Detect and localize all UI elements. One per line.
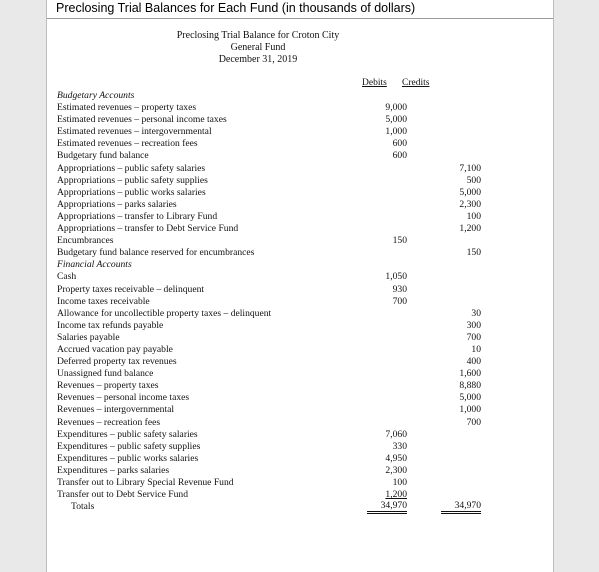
credit-amount: 1,200	[459, 223, 481, 235]
account-name: Budgetary fund balance	[57, 150, 149, 162]
credits-column-header: Credits	[402, 78, 430, 88]
account-name: Budgetary fund balance reserved for encumbrances	[57, 247, 255, 259]
credit-amount: 100	[466, 210, 481, 222]
debit-amount: 330	[392, 440, 407, 452]
account-name: Appropriations – transfer to Library Fund	[57, 210, 218, 222]
table-row	[57, 271, 537, 283]
debit-amount: 4,950	[385, 452, 407, 464]
account-name: Cash	[57, 271, 77, 283]
debit-amount: 2,300	[385, 464, 407, 476]
account-name: Expenditures – parks salaries	[57, 464, 170, 476]
debit-amount: 100	[392, 477, 407, 488]
credit-amount: 5,000	[459, 186, 481, 198]
table-row	[57, 102, 537, 114]
debit-amount: 1,000	[385, 126, 407, 138]
account-name: Expenditures – public safety salaries	[57, 428, 198, 440]
document-page	[46, 0, 554, 572]
account-name: Estimated revenues – personal income taxes	[57, 114, 227, 126]
table-row	[57, 223, 537, 235]
account-name: Allowance for uncollectible property taxes – delinquent	[57, 307, 272, 319]
account-name: Totals	[71, 501, 95, 513]
table-row	[57, 465, 537, 477]
account-name: Property taxes receivable – delinquent	[57, 283, 205, 295]
account-name: Estimated revenues – recreation fees	[57, 138, 198, 150]
debit-amount: 9,000	[385, 102, 407, 114]
account-name: Accrued vacation pay payable	[57, 343, 173, 355]
account-name: Deferred property tax revenues	[57, 356, 177, 368]
table-row	[57, 138, 537, 150]
credit-amount: 2,300	[459, 198, 481, 210]
credit-amount: 700	[466, 331, 481, 343]
account-name: Transfer out to Debt Service Fund	[57, 489, 189, 501]
account-name: Revenues – intergovernmental	[57, 404, 175, 416]
debit-amount: 930	[392, 283, 407, 295]
statement-date: December 31, 2019	[218, 54, 298, 65]
section-heading: Budgetary Accounts	[57, 90, 135, 101]
table-row	[57, 441, 537, 453]
table-row	[57, 114, 537, 126]
credit-amount: 700	[466, 416, 481, 428]
debit-amount: 1,200	[385, 489, 407, 501]
table-row	[57, 163, 537, 175]
credit-amount: 1,000	[459, 404, 481, 416]
table-row	[57, 247, 537, 259]
debit-amount: 700	[392, 295, 407, 307]
account-name: Appropriations – public safety salaries	[57, 162, 206, 174]
credit-amount: 34,970	[441, 501, 481, 514]
account-name: Unassigned fund balance	[57, 368, 154, 380]
account-name: Income tax refunds payable	[57, 319, 164, 331]
credit-amount: 8,880	[459, 380, 481, 392]
account-name: Income taxes receivable	[57, 295, 150, 307]
account-name: Appropriations – public safety supplies	[57, 174, 208, 186]
credit-amount: 5,000	[459, 392, 481, 404]
account-name: Estimated revenues – intergovernmental	[57, 126, 212, 138]
table-row	[57, 477, 537, 489]
table-row	[57, 380, 537, 392]
trial-balance-table	[57, 90, 537, 513]
debit-amount: 150	[392, 235, 407, 247]
account-name: Revenues – recreation fees	[57, 416, 161, 428]
debit-amount: 600	[392, 150, 407, 162]
document-title: Preclosing Trial Balances for Each Fund (in thousands of dollars)	[56, 1, 416, 15]
account-name: Revenues – property taxes	[57, 380, 159, 392]
account-name: Expenditures – public safety supplies	[57, 440, 201, 452]
table-row	[57, 417, 537, 429]
account-name: Revenues – personal income taxes	[57, 392, 190, 404]
credit-amount: 400	[466, 356, 481, 368]
table-row	[57, 356, 537, 368]
table-row	[57, 199, 537, 211]
account-name: Transfer out to Library Special Revenue Fund	[57, 477, 234, 488]
table-row	[57, 344, 537, 356]
debit-amount: 1,050	[385, 271, 407, 283]
account-name: Appropriations – parks salaries	[57, 198, 177, 210]
section-heading: Financial Accounts	[57, 259, 132, 271]
table-row	[57, 150, 537, 162]
table-row	[57, 404, 537, 416]
table-row	[57, 175, 537, 187]
account-name: Appropriations – public works salaries	[57, 186, 206, 198]
table-row	[57, 332, 537, 344]
table-row	[57, 259, 537, 271]
credit-amount: 10	[471, 343, 481, 355]
credit-amount: 7,100	[459, 162, 481, 174]
title-divider	[47, 18, 553, 19]
account-name: Expenditures – public works salaries	[57, 452, 199, 464]
credit-amount: 300	[466, 319, 481, 331]
debit-amount: 34,970	[367, 501, 407, 514]
account-name: Estimated revenues – property taxes	[57, 102, 197, 114]
statement-entity: Preclosing Trial Balance for Croton City	[176, 30, 340, 41]
debit-amount: 600	[392, 138, 407, 150]
account-name: Appropriations – transfer to Debt Service Fund	[57, 223, 239, 235]
table-row	[57, 296, 537, 308]
table-row	[57, 187, 537, 199]
account-name: Encumbrances	[57, 235, 114, 247]
credit-amount: 500	[466, 174, 481, 186]
table-row	[57, 308, 537, 320]
table-row	[57, 90, 537, 102]
table-row	[57, 126, 537, 138]
debit-amount: 5,000	[385, 114, 407, 126]
table-row	[57, 368, 537, 380]
table-row	[57, 429, 537, 441]
table-row	[57, 392, 537, 404]
credit-amount: 1,600	[459, 368, 481, 380]
table-row	[57, 453, 537, 465]
table-row	[57, 211, 537, 223]
table-row	[57, 235, 537, 247]
table-row	[57, 320, 537, 332]
table-row	[57, 501, 537, 513]
debit-amount: 7,060	[385, 428, 407, 440]
credit-amount: 30	[471, 307, 481, 319]
account-name: Salaries payable	[57, 331, 120, 343]
statement-fund: General Fund	[230, 42, 286, 53]
credit-amount: 150	[466, 247, 481, 259]
debits-column-header: Debits	[362, 78, 387, 88]
table-row	[57, 284, 537, 296]
